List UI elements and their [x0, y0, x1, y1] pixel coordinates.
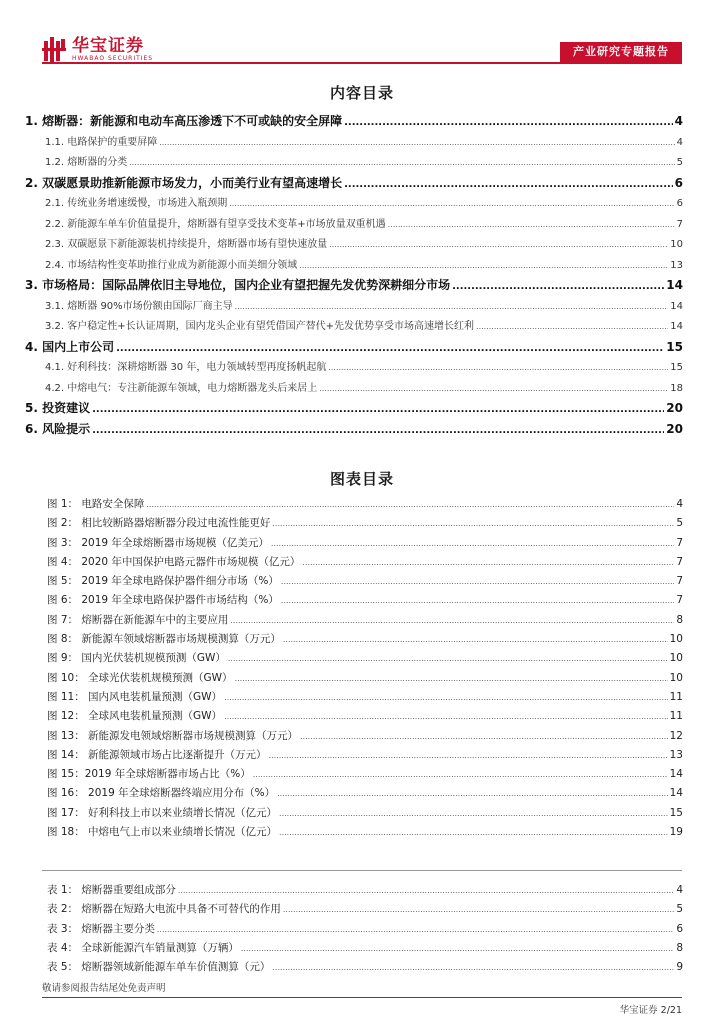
entry-page-number: 8 — [676, 941, 683, 954]
entry-label: 图 3： 2019 年全球熔断器市场规模（亿美元） — [47, 536, 269, 549]
figure-entry[interactable] — [25, 728, 683, 747]
figures-title: 图表目录 — [329, 470, 394, 488]
toc-chapter-entry[interactable] — [25, 174, 683, 195]
entry-label: 图 15：2019 年全球熔断器市场占比（%） — [47, 768, 251, 781]
table-entry[interactable] — [25, 921, 683, 940]
table-entry[interactable] — [25, 882, 683, 901]
table-entry[interactable] — [25, 901, 683, 920]
entry-label: 4.1. 好利科技：深耕熔断器 30 年，电力领域转型再度扬帆起航 — [45, 362, 327, 373]
table-entry[interactable] — [25, 940, 683, 959]
dot-leader — [272, 963, 674, 972]
entry-page-number: 7 — [676, 218, 683, 230]
figure-entry[interactable] — [25, 515, 683, 534]
dot-leader — [235, 674, 668, 683]
entry-label: 图 11： 国内风电装机量预测（GW） — [47, 690, 223, 703]
figure-entry[interactable] — [25, 554, 683, 573]
figure-entry[interactable] — [25, 573, 683, 592]
entry-page-number: 6 — [676, 922, 683, 935]
entry-label: 图 9： 国内光伏装机规模预测（GW） — [47, 652, 226, 665]
figure-entry[interactable] — [25, 612, 683, 631]
entry-label: 3.2. 客户稳定性+长认证周期，国内龙头企业有望凭借国产替代+先发优势享受市场高速增长红利 — [45, 321, 475, 332]
toc-chapter-entry[interactable] — [25, 276, 683, 297]
entry-page-number: 10 — [669, 652, 683, 665]
entry-label: 图 17： 好利科技上市以来业绩增长情况（亿元） — [47, 806, 278, 819]
entry-page-number: 5 — [676, 903, 683, 916]
dot-leader — [253, 770, 668, 779]
entry-label: 图 2： 相比较断路器熔断器分段过电流性能更好 — [47, 517, 271, 530]
entry-page-number: 15 — [670, 362, 683, 373]
entry-label: 4.2. 中熔电气：专注新能源车领域，电力熔断器龙头后来居上 — [45, 382, 318, 394]
table-entry[interactable] — [25, 959, 683, 978]
entry-label: 2. 双碳愿景助推新能源市场发力，小而美行业有望高速增长 — [25, 175, 343, 190]
dot-leader — [452, 281, 664, 292]
figure-entry[interactable] — [25, 535, 683, 554]
logo-mark-icon — [42, 37, 68, 63]
toc-title: 内容目录 — [329, 84, 394, 102]
dot-leader — [281, 577, 674, 586]
entry-page-number: 12 — [669, 729, 683, 742]
figure-entry[interactable] — [25, 592, 683, 611]
entry-page-number: 15 — [669, 806, 683, 819]
header-divider — [42, 62, 682, 64]
toc-chapter-entry[interactable] — [25, 420, 683, 441]
figure-entry[interactable] — [25, 747, 683, 766]
entry-page-number: 10 — [669, 633, 683, 646]
entry-label: 2.1. 传统业务增速缓慢，市场进入瓶颈期 — [45, 198, 228, 209]
toc-section-entry[interactable] — [25, 297, 683, 318]
figure-entry[interactable] — [25, 496, 683, 515]
entry-page-number: 4 — [676, 136, 683, 148]
dot-leader — [283, 905, 674, 914]
toc-section-entry[interactable] — [25, 358, 683, 379]
entry-label: 2.2. 新能源车单车价值量提升，熔断器有望享受技术变革+市场放量双重机遇 — [45, 218, 386, 230]
dot-leader — [229, 199, 674, 208]
dot-leader — [92, 404, 664, 415]
figure-entry[interactable] — [25, 650, 683, 669]
toc-list — [25, 112, 683, 440]
entry-page-number: 20 — [666, 401, 683, 415]
entry-page-number: 5 — [676, 517, 683, 530]
dot-leader — [283, 635, 668, 644]
page-number: 华宝证券 2/21 — [619, 1005, 682, 1016]
entry-label: 表 5： 熔断器领域新能源车单车价值测算（元） — [47, 961, 271, 974]
dot-leader — [271, 539, 674, 548]
dot-leader — [159, 138, 674, 147]
entry-label: 表 4： 全球新能源汽车销量测算（万辆） — [47, 941, 239, 954]
entry-label: 1. 熔断器：新能源和电动车高压渗透下不可或缺的安全屏障 — [25, 114, 343, 128]
entry-page-number: 20 — [666, 421, 683, 436]
entry-page-number: 6 — [674, 175, 683, 190]
entry-label: 表 3： 熔断器主要分类 — [47, 922, 155, 935]
dot-leader — [241, 944, 674, 953]
figures-list — [25, 496, 683, 843]
dot-leader — [235, 302, 669, 311]
page-header — [0, 0, 724, 66]
entry-page-number: 14 — [670, 300, 683, 312]
dot-leader — [299, 261, 668, 270]
dot-leader — [302, 558, 674, 567]
entry-label: 6. 风险提示 — [25, 421, 91, 436]
entry-label: 2.3. 双碳愿景下新能源装机持续提升，熔断器市场有望快速放量 — [45, 239, 328, 250]
toc-section-entry[interactable] — [25, 317, 683, 338]
dot-leader — [272, 519, 674, 528]
figure-entry[interactable] — [25, 824, 683, 843]
figure-entry[interactable] — [25, 670, 683, 689]
entry-page-number: 18 — [670, 382, 683, 394]
dot-leader — [281, 596, 674, 605]
dot-leader — [476, 322, 668, 331]
entry-label: 图 14： 新能源领域市场占比逐渐提升（万元） — [47, 748, 267, 761]
entry-label: 图 10： 全球光伏装机规模预测（GW） — [47, 671, 233, 684]
toc-section-entry[interactable] — [25, 235, 683, 256]
dot-leader — [300, 732, 668, 741]
dot-leader — [224, 693, 668, 702]
entry-label: 表 2： 熔断器在短路大电流中具备不可替代的作用 — [47, 903, 281, 916]
dot-leader — [277, 789, 668, 798]
entry-label: 图 12： 全球风电装机量预测（GW） — [47, 710, 223, 723]
figure-entry[interactable] — [25, 708, 683, 727]
entry-label: 1.1. 电路保护的重要屏障 — [45, 136, 158, 148]
logo-name-en: HWABAO SECURITIES — [72, 55, 154, 62]
dot-leader — [92, 425, 664, 436]
toc-section-entry[interactable] — [25, 153, 683, 174]
figure-entry[interactable] — [25, 805, 683, 824]
dot-leader — [279, 809, 668, 818]
entry-label: 图 13： 新能源发电领域熔断器市场规模测算（万元） — [47, 729, 299, 742]
entry-label: 图 8： 新能源车领域熔断器市场规模测算（万元） — [47, 633, 281, 646]
entry-page-number: 4 — [676, 884, 683, 896]
entry-page-number: 14 — [666, 278, 683, 292]
entry-page-number: 9 — [676, 961, 683, 974]
entry-label: 5. 投资建议 — [25, 401, 91, 415]
disclaimer-note: 敬请参阅报告结尾处免责声明 — [42, 983, 166, 994]
toc-chapter-entry[interactable] — [25, 112, 683, 133]
entry-page-number: 10 — [670, 239, 683, 250]
figure-entry[interactable] — [25, 631, 683, 650]
footer-divider — [42, 997, 682, 998]
toc-chapter-entry[interactable] — [25, 338, 683, 359]
dot-leader — [224, 712, 668, 721]
logo-name-cn: 华宝证券 — [72, 36, 144, 56]
entry-page-number: 19 — [669, 826, 683, 839]
dot-leader — [228, 654, 668, 663]
dot-leader — [116, 343, 664, 354]
tables-list — [25, 882, 683, 978]
entry-page-number: 10 — [669, 671, 683, 684]
dot-leader — [328, 363, 668, 372]
entry-label: 2.4. 市场结构性变革助推行业成为新能源小而美细分领域 — [45, 259, 298, 271]
entry-label: 图 1： 电路安全保障 — [47, 498, 145, 510]
dot-leader — [344, 179, 673, 190]
entry-page-number: 11 — [669, 690, 683, 703]
entry-page-number: 11 — [669, 710, 683, 723]
report-type-tag: 产业研究专题报告 — [560, 42, 682, 62]
entry-page-number: 4 — [676, 498, 683, 510]
entry-page-number: 7 — [676, 555, 683, 568]
entry-page-number: 13 — [669, 748, 683, 761]
entry-page-number: 14 — [670, 321, 683, 332]
dot-leader — [279, 828, 668, 837]
entry-label: 表 1： 熔断器重要组成部分 — [47, 884, 176, 896]
entry-page-number: 5 — [676, 157, 683, 168]
entry-page-number: 14 — [669, 787, 683, 800]
entry-page-number: 13 — [670, 259, 683, 271]
toc-chapter-entry[interactable] — [25, 399, 683, 420]
entry-label: 图 5： 2019 年全球电路保护器件细分市场（%） — [47, 575, 279, 588]
dot-leader — [319, 384, 668, 393]
entry-page-number: 7 — [676, 575, 683, 588]
toc-section-entry[interactable] — [25, 133, 683, 154]
entry-label: 图 6： 2019 年全球电路保护器件市场结构（%） — [47, 594, 279, 607]
entry-page-number: 6 — [676, 198, 683, 209]
toc-section-entry[interactable] — [25, 379, 683, 400]
toc-section-entry[interactable] — [25, 215, 683, 236]
dot-leader — [157, 925, 674, 934]
dot-leader — [344, 117, 673, 128]
dot-leader — [269, 751, 668, 760]
entry-page-number: 8 — [676, 613, 683, 626]
entry-label: 1.2. 熔断器的分类 — [45, 157, 128, 168]
toc-section-entry[interactable] — [25, 194, 683, 215]
entry-page-number: 7 — [676, 594, 683, 607]
entry-page-number: 14 — [669, 768, 683, 781]
entry-page-number: 15 — [666, 339, 683, 354]
dot-leader — [129, 158, 674, 167]
toc-section-entry[interactable] — [25, 256, 683, 277]
entry-label: 图 16： 2019 年全球熔断器终端应用分布（%） — [47, 787, 276, 800]
entry-label: 3.1. 熔断器 90%市场份额由国际厂商主导 — [45, 300, 233, 312]
figure-entry[interactable] — [25, 785, 683, 804]
figure-entry[interactable] — [25, 766, 683, 785]
dot-leader — [178, 886, 674, 895]
entry-label: 图 4： 2020 年中国保护电路元器件市场规模（亿元） — [47, 555, 301, 568]
figure-entry[interactable] — [25, 689, 683, 708]
dot-leader — [146, 500, 674, 509]
entry-label: 4. 国内上市公司 — [25, 339, 115, 354]
dot-leader — [388, 220, 675, 229]
entry-label: 图 18： 中熔电气上市以来业绩增长情况（亿元） — [47, 826, 278, 839]
entry-label: 3. 市场格局：国际品牌依旧主导地位，国内企业有望把握先发优势深耕细分市场 — [25, 278, 451, 292]
entry-label: 图 7： 熔断器在新能源车中的主要应用 — [47, 613, 229, 626]
tables-divider — [42, 870, 682, 871]
dot-leader — [230, 616, 674, 625]
dot-leader — [329, 240, 668, 249]
entry-page-number: 4 — [674, 114, 683, 128]
entry-page-number: 7 — [676, 536, 683, 549]
